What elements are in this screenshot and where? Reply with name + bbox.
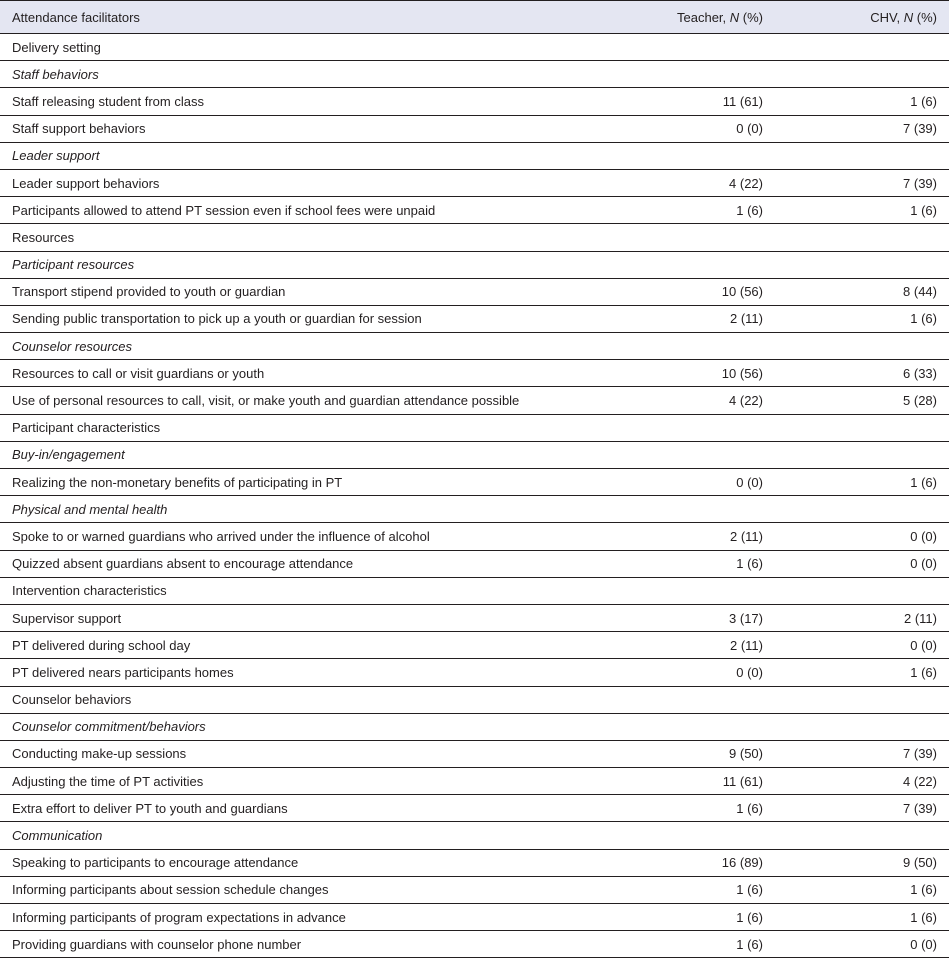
subsection-label: Communication [0, 822, 600, 849]
facilitator-label: Staff releasing student from class [0, 88, 600, 115]
header-teacher-pct: (%) [739, 9, 763, 25]
teacher-value [600, 496, 775, 523]
teacher-value: 0 (0) [600, 659, 775, 686]
teacher-value: 3 (17) [600, 604, 775, 631]
chv-value [775, 333, 949, 360]
header-chv-n: N [903, 9, 914, 25]
facilitator-label: Resources to call or visit guardians or youth [0, 360, 600, 387]
facilitator-label: Providing guardians with counselor phone number [0, 931, 600, 958]
teacher-value [600, 34, 775, 61]
teacher-value [600, 333, 775, 360]
table-row [0, 387, 949, 414]
header-chv-pct: (%) [913, 9, 937, 25]
facilitator-label: Adjusting the time of PT activities [0, 768, 600, 795]
chv-value: 8 (44) [775, 278, 949, 305]
chv-value: 1 (6) [775, 876, 949, 903]
subsection-label: Staff behaviors [0, 61, 600, 88]
subsection-label: Leader support [0, 142, 600, 169]
chv-value: 1 (6) [775, 904, 949, 931]
teacher-value: 4 (22) [600, 387, 775, 414]
table-row [0, 115, 949, 142]
facilitator-label: Spoke to or warned guardians who arrived under the influence of alcohol [0, 523, 600, 550]
header-teacher-prefix: Teacher, [677, 9, 730, 25]
teacher-value: 1 (6) [600, 876, 775, 903]
teacher-value: 1 (6) [600, 197, 775, 224]
table-row [0, 169, 949, 196]
table-row [0, 523, 949, 550]
chv-value: 1 (6) [775, 197, 949, 224]
teacher-value: 2 (11) [600, 523, 775, 550]
header-facilitators: Attendance facilitators [0, 1, 600, 34]
table-row [0, 469, 949, 496]
subsection-row [0, 333, 949, 360]
table-row [0, 305, 949, 332]
table-row [0, 904, 949, 931]
table-row [0, 795, 949, 822]
header-chv-prefix: CHV, [870, 9, 904, 25]
header-chv [775, 1, 949, 34]
chv-value [775, 577, 949, 604]
section-label: Resources [0, 224, 600, 251]
table-row [0, 197, 949, 224]
chv-value: 2 (11) [775, 604, 949, 631]
facilitator-label: Informing participants about session schedule changes [0, 876, 600, 903]
table-header-row [0, 1, 949, 34]
teacher-value: 10 (56) [600, 278, 775, 305]
subsection-row [0, 713, 949, 740]
chv-value [775, 822, 949, 849]
subsection-row [0, 441, 949, 468]
table-body [0, 34, 949, 958]
teacher-value: 1 (6) [600, 795, 775, 822]
subsection-row [0, 822, 949, 849]
section-row [0, 224, 949, 251]
teacher-value [600, 822, 775, 849]
chv-value [775, 251, 949, 278]
facilitator-label: Conducting make-up sessions [0, 740, 600, 767]
table-row [0, 849, 949, 876]
teacher-value: 1 (6) [600, 904, 775, 931]
section-label: Intervention characteristics [0, 577, 600, 604]
chv-value: 1 (6) [775, 469, 949, 496]
teacher-value: 1 (6) [600, 550, 775, 577]
table-row [0, 550, 949, 577]
table-row [0, 632, 949, 659]
table-row [0, 604, 949, 631]
facilitator-label: Transport stipend provided to youth or guardian [0, 278, 600, 305]
teacher-value: 2 (11) [600, 305, 775, 332]
chv-value [775, 686, 949, 713]
facilitator-label: Staff support behaviors [0, 115, 600, 142]
chv-value: 7 (39) [775, 115, 949, 142]
section-row [0, 414, 949, 441]
teacher-value: 11 (61) [600, 88, 775, 115]
facilitator-label: Use of personal resources to call, visit, or make youth and guardian attendance possible [0, 387, 600, 414]
facilitator-label: Supervisor support [0, 604, 600, 631]
subsection-label: Counselor resources [0, 333, 600, 360]
subsection-label: Buy-in/engagement [0, 441, 600, 468]
facilitator-label: Leader support behaviors [0, 169, 600, 196]
table-row [0, 88, 949, 115]
chv-value: 9 (50) [775, 849, 949, 876]
chv-value [775, 34, 949, 61]
teacher-value: 0 (0) [600, 469, 775, 496]
section-row [0, 577, 949, 604]
subsection-label: Counselor commitment/behaviors [0, 713, 600, 740]
table-row [0, 876, 949, 903]
chv-value [775, 414, 949, 441]
chv-value [775, 142, 949, 169]
teacher-value [600, 224, 775, 251]
section-label: Participant characteristics [0, 414, 600, 441]
facilitator-label: Quizzed absent guardians absent to encourage attendance [0, 550, 600, 577]
section-label: Counselor behaviors [0, 686, 600, 713]
chv-value [775, 496, 949, 523]
chv-value: 5 (28) [775, 387, 949, 414]
teacher-value: 9 (50) [600, 740, 775, 767]
teacher-value [600, 414, 775, 441]
teacher-value [600, 441, 775, 468]
table-row [0, 931, 949, 958]
facilitator-label: Participants allowed to attend PT session even if school fees were unpaid [0, 197, 600, 224]
subsection-row [0, 142, 949, 169]
subsection-row [0, 61, 949, 88]
chv-value: 1 (6) [775, 659, 949, 686]
table-row [0, 360, 949, 387]
chv-value: 4 (22) [775, 768, 949, 795]
chv-value [775, 61, 949, 88]
chv-value: 0 (0) [775, 550, 949, 577]
teacher-value: 10 (56) [600, 360, 775, 387]
teacher-value [600, 142, 775, 169]
teacher-value: 2 (11) [600, 632, 775, 659]
teacher-value [600, 577, 775, 604]
teacher-value: 4 (22) [600, 169, 775, 196]
table-row [0, 740, 949, 767]
table-row [0, 659, 949, 686]
subsection-row [0, 251, 949, 278]
facilitator-label: Realizing the non-monetary benefits of participating in PT [0, 469, 600, 496]
chv-value: 0 (0) [775, 523, 949, 550]
chv-value [775, 713, 949, 740]
section-row [0, 34, 949, 61]
teacher-value: 16 (89) [600, 849, 775, 876]
chv-value: 7 (39) [775, 169, 949, 196]
facilitator-label: Informing participants of program expectations in advance [0, 904, 600, 931]
chv-value [775, 441, 949, 468]
teacher-value: 1 (6) [600, 931, 775, 958]
teacher-value: 0 (0) [600, 115, 775, 142]
chv-value: 7 (39) [775, 740, 949, 767]
subsection-label: Physical and mental health [0, 496, 600, 523]
table-row [0, 278, 949, 305]
facilitator-label: PT delivered nears participants homes [0, 659, 600, 686]
section-label: Delivery setting [0, 34, 600, 61]
facilitator-label: Extra effort to deliver PT to youth and guardians [0, 795, 600, 822]
facilitator-label: PT delivered during school day [0, 632, 600, 659]
header-teacher [600, 1, 775, 34]
chv-value: 1 (6) [775, 88, 949, 115]
chv-value: 1 (6) [775, 305, 949, 332]
chv-value: 7 (39) [775, 795, 949, 822]
subsection-row [0, 496, 949, 523]
chv-value: 6 (33) [775, 360, 949, 387]
teacher-value [600, 686, 775, 713]
teacher-value [600, 61, 775, 88]
teacher-value [600, 251, 775, 278]
facilitator-label: Speaking to participants to encourage attendance [0, 849, 600, 876]
section-row [0, 686, 949, 713]
chv-value: 0 (0) [775, 632, 949, 659]
teacher-value: 11 (61) [600, 768, 775, 795]
teacher-value [600, 713, 775, 740]
chv-value: 0 (0) [775, 931, 949, 958]
facilitator-label: Sending public transportation to pick up a youth or guardian for session [0, 305, 600, 332]
chv-value [775, 224, 949, 251]
table-row [0, 768, 949, 795]
header-teacher-n: N [729, 9, 740, 25]
subsection-label: Participant resources [0, 251, 600, 278]
